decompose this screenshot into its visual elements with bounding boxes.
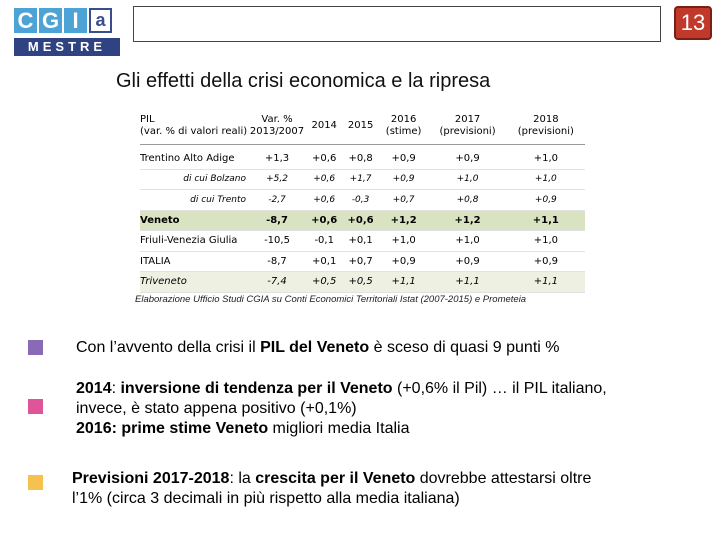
cell: +0,6 [312,153,337,165]
cell: +0,5 [342,272,378,293]
cell: +0,6 [313,194,336,205]
row-label: Veneto [140,210,248,231]
page-number-badge: 13 [674,6,712,40]
row-label: Triveneto [140,272,248,293]
cell: +1,1 [507,210,585,231]
logo-letters [14,8,114,35]
header-year-2014 [306,108,342,145]
bullet-square-pink [28,399,43,414]
bullet-square-yellow [28,475,43,490]
text-run-bold: Previsioni 2017-2018 [72,470,230,487]
cell: +1,1 [507,272,585,293]
year-note: (previsioni) [439,126,496,137]
text-run-bold: inversione di tendenza per il Veneto [120,380,393,397]
row-label: Trentino Alto Adige [140,153,235,165]
text-run-bold: crescita per il Veneto [255,470,416,487]
bullet-line [76,379,696,399]
text-run-bold: 2014 [76,380,112,397]
table-row [140,231,585,252]
cell: +0,9 [533,255,558,267]
year-note: (stime) [385,126,422,137]
logo-letter-a: a [89,8,112,33]
source-note: Elaborazione Ufficio Studi CGIA su Conti Economici Territoriali Istat (2007-2015) e Prometeia [135,294,527,305]
bullet-text-2 [76,379,696,439]
cell: -8,7 [267,255,287,267]
cell: +1,0 [391,235,416,247]
cell: +5,2 [266,174,288,185]
cell: +1,1 [428,272,506,293]
year-label: 2017 [454,114,481,125]
cell: +1,7 [349,174,372,185]
cell: -2,7 [268,194,286,205]
table-row [140,169,585,190]
cgia-logo [14,8,120,56]
logo-subtitle: MESTRE [14,38,120,56]
year-note: (previsioni) [517,126,574,137]
cell: +1,0 [455,235,480,247]
cell: +0,9 [534,194,557,205]
text-run: (+0,6% il Pil) … il PIL italiano, [392,380,607,397]
cell: -0,3 [351,194,370,205]
cell: +1,3 [264,153,290,165]
cell: -10,5 [264,235,290,247]
year-label: 2014 [311,120,337,131]
logo-letter-c: C [14,8,37,33]
cell: +1,2 [428,210,506,231]
logo-letter-i: I [64,8,87,33]
cell: +0,6 [306,210,342,231]
row-label: di cui Bolzano [183,174,246,185]
bullet-line [76,419,696,439]
text-run-bold: PIL del Veneto [260,339,370,356]
header-var-line2: 2013/2007 [249,126,305,137]
cell: -8,7 [248,210,306,231]
cell: +0,8 [456,194,479,205]
cell: +0,5 [306,272,342,293]
bullet-line: l’1% (circa 3 decimali in più rispetto alla media italiana) [72,490,460,507]
cell: -7,4 [248,272,306,293]
logo-letter-g: G [39,8,62,33]
cell: +0,7 [348,255,373,267]
year-label: 2015 [347,120,374,131]
header-year-2018 [507,108,585,145]
cell: +0,9 [455,255,480,267]
row-label: ITALIA [140,255,171,267]
header-year-2016 [379,108,429,145]
pil-table [140,108,585,293]
cell: +1,1 [379,272,429,293]
bullet-line [72,469,676,489]
cell: +1,0 [534,174,557,185]
cell: +1,0 [456,174,479,185]
year-label: 2018 [533,114,559,125]
text-run: : la [229,470,256,487]
bullet-text-3 [72,469,676,509]
text-run: dovrebbe attestarsi oltre [415,470,592,487]
text-run: migliori media Italia [268,420,410,437]
bullet-line: invece, è stato appena positivo (+0,1%) [76,400,357,417]
bullet-square-purple [28,340,43,355]
text-run: è sceso di quasi 9 punti % [369,339,560,356]
text-run: Con l’avvento della crisi il [76,339,261,356]
header-year-2017 [428,108,506,145]
cell: +1,2 [379,210,429,231]
table-row-triveneto [140,272,585,293]
cell: +0,9 [392,174,415,185]
text-run-bold: 2016: prime stime Veneto [76,420,269,437]
cell: +1,0 [533,153,558,165]
header-var-line1: Var. % [261,114,293,125]
table-header-row [140,108,585,145]
cell: +0,9 [455,153,480,165]
text-run: : [111,380,121,397]
header-label-line2: (var. % di valori reali) [140,126,248,137]
table-row [140,145,585,170]
table-row-veneto [140,210,585,231]
cell: +0,9 [391,153,416,165]
header-var [248,108,306,145]
cell: +0,1 [348,235,373,247]
cell: +0,9 [391,255,416,267]
header-label [140,108,248,145]
cell: +0,1 [312,255,337,267]
cell: -0,1 [314,235,334,247]
bullet-text-1 [76,338,560,358]
header-label-line1: PIL [140,114,155,125]
cell: +0,6 [342,210,378,231]
table-row [140,190,585,211]
slide-title: Gli effetti della crisi economica e la ripresa [116,70,491,92]
row-label: di cui Trento [190,194,246,205]
row-label: Friuli-Venezia Giulia [140,235,238,247]
cell: +0,7 [392,194,415,205]
header-box [133,6,661,42]
table-row-italia [140,251,585,272]
header-year-2015 [342,108,378,145]
cell: +0,8 [348,153,373,165]
cell: +0,6 [313,174,336,185]
cell: +1,0 [533,235,558,247]
year-label: 2016 [390,114,417,125]
